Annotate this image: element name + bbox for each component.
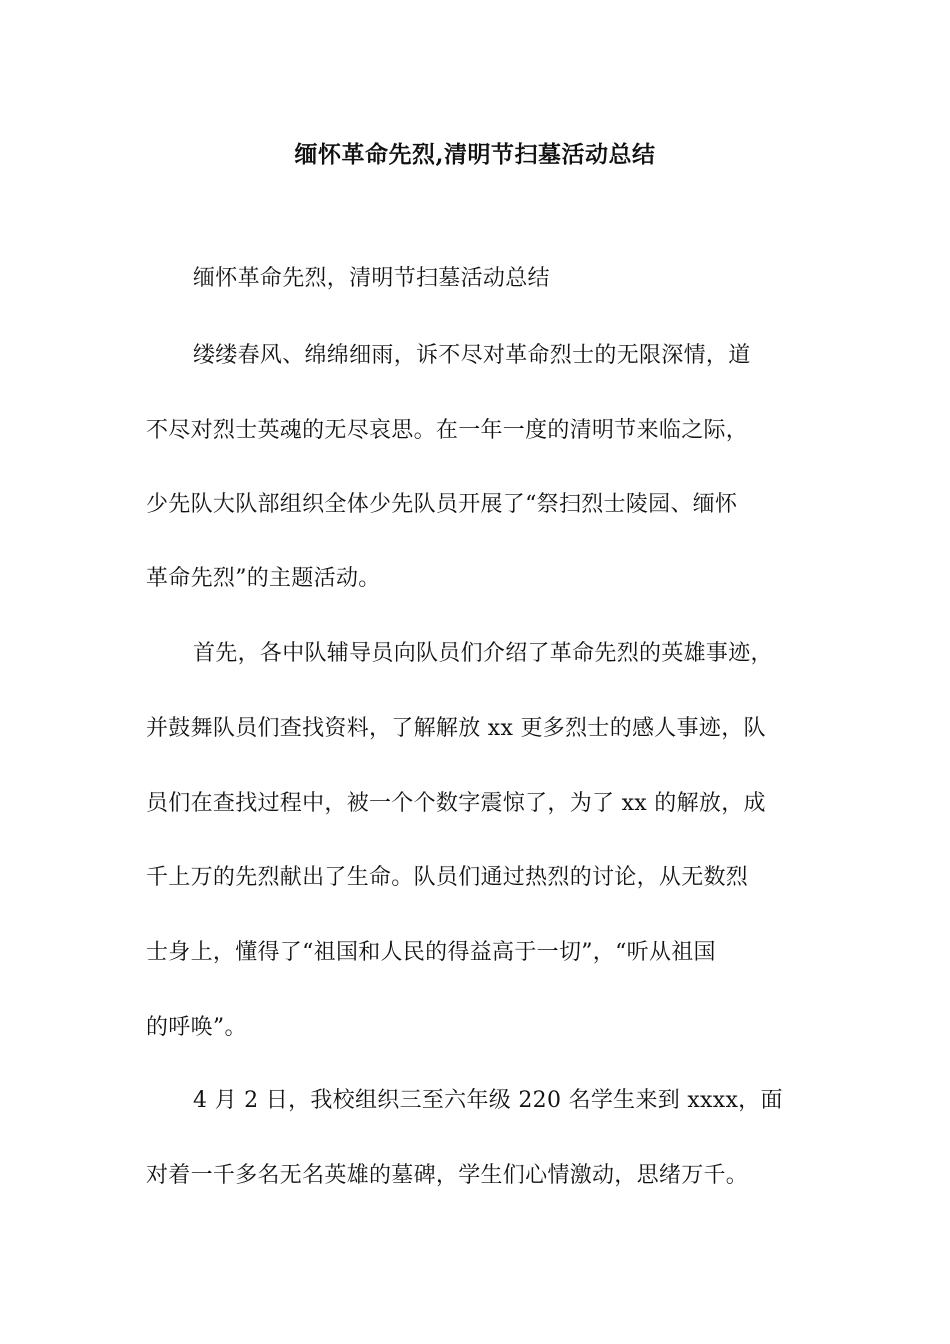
paragraph-1-line-1: 缕缕春风、绵绵细雨，诉不尽对革命烈士的无限深情，道 — [193, 343, 751, 368]
paragraph-2-line-1: 首先，各中队辅导员向队员们介绍了革命先烈的英雄事迹， — [193, 641, 773, 666]
paragraph-2-line-3: 员们在查找过程中，被一个个数字震惊了，为了 xx 的解放，成 — [146, 791, 766, 816]
paragraph-1-line-2: 不尽对烈士英魂的无尽哀思。在一年一度的清明节来临之际， — [146, 418, 749, 443]
paragraph-2-line-2: 并鼓舞队员们查找资料，了解解放 xx 更多烈士的感人事迹，队 — [146, 716, 766, 741]
paragraph-1-line-3: 少先队大队部组织全体少先队员开展了“祭扫烈士陵园、缅怀 — [146, 492, 738, 517]
paragraph-2-line-5: 士身上，懂得了“祖国和人民的得益高于一切”，“听从祖国 — [146, 940, 716, 965]
subtitle-line: 缅怀革命先烈，清明节扫墓活动总结 — [193, 266, 550, 291]
document-title: 缅怀革命先烈,清明节扫墓活动总结 — [294, 141, 656, 168]
paragraph-3-line-1: 4 月 2 日，我校组织三至六年级 220 名学生来到 xxxx，面 — [193, 1088, 783, 1113]
paragraph-2-line-6: 的呼唤”。 — [146, 1015, 247, 1040]
paragraph-3-line-2: 对着一千多名无名英雄的墓碑，学生们心情激动，思绪万千。 — [146, 1163, 749, 1188]
paragraph-1-line-4: 革命先烈”的主题活动。 — [146, 566, 381, 591]
paragraph-2-line-4: 千上万的先烈献出了生命。队员们通过热烈的讨论，从无数烈 — [146, 865, 749, 890]
